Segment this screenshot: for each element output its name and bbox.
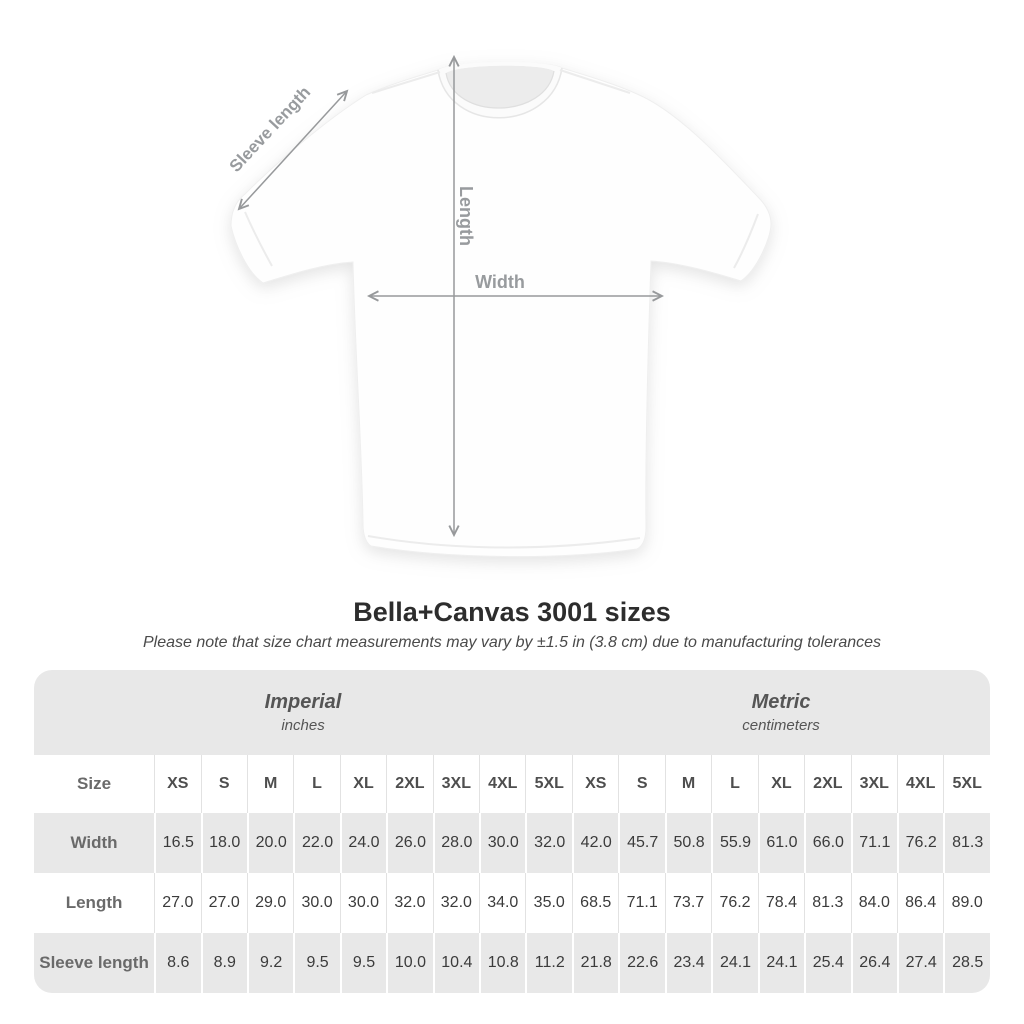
unit-header-row xyxy=(34,670,990,755)
width-label: Width xyxy=(475,272,525,292)
page-subtitle: Please note that size chart measurements may vary by ±1.5 in (3.8 cm) due to manufacturing tolerances xyxy=(142,634,882,651)
measurement-cell: 45.7 xyxy=(618,813,664,873)
metric-header xyxy=(572,670,990,755)
measurement-cell: 32.0 xyxy=(433,873,479,933)
measurement-row xyxy=(34,933,990,993)
size-header-imperial-xs: XS xyxy=(154,755,200,813)
measurement-cell: 32.0 xyxy=(525,813,572,873)
size-header-imperial-xl: XL xyxy=(340,755,386,813)
measurement-cell: 30.0 xyxy=(479,813,525,873)
size-header-metric-s: S xyxy=(618,755,664,813)
metric-subtitle: centimeters xyxy=(742,717,820,734)
measurement-cell: 26.0 xyxy=(386,813,432,873)
measurement-cell: 76.2 xyxy=(897,813,943,873)
measurement-cell: 30.0 xyxy=(340,873,386,933)
measurement-cell: 66.0 xyxy=(804,813,850,873)
measurement-cell: 10.4 xyxy=(433,933,479,993)
page-title: Bella+Canvas 3001 sizes xyxy=(353,597,671,627)
imperial-subtitle: inches xyxy=(281,717,325,734)
measurement-row xyxy=(34,813,990,873)
measurement-cell: 22.0 xyxy=(293,813,339,873)
measurement-cell: 28.5 xyxy=(943,933,990,993)
measurement-cell: 68.5 xyxy=(572,873,618,933)
measurement-cell: 9.5 xyxy=(340,933,386,993)
measurement-cell: 76.2 xyxy=(711,873,757,933)
measurement-cell: 26.4 xyxy=(851,933,897,993)
measurement-cell: 8.9 xyxy=(201,933,247,993)
measurement-cell: 27.0 xyxy=(154,873,200,933)
row-label: Width xyxy=(34,813,154,873)
measurement-cell: 11.2 xyxy=(525,933,572,993)
measurement-cell: 35.0 xyxy=(525,873,572,933)
size-header-metric-3xl: 3XL xyxy=(851,755,897,813)
measurement-cell: 81.3 xyxy=(943,813,990,873)
measurement-cell: 9.5 xyxy=(293,933,339,993)
measurement-cell: 25.4 xyxy=(804,933,850,993)
measurement-cell: 10.8 xyxy=(479,933,525,993)
measurement-cell: 8.6 xyxy=(154,933,200,993)
measurement-cell: 27.0 xyxy=(201,873,247,933)
imperial-header xyxy=(34,670,572,755)
measurement-cell: 32.0 xyxy=(386,873,432,933)
size-header-imperial-4xl: 4XL xyxy=(479,755,525,813)
size-header-metric-xs: XS xyxy=(572,755,618,813)
measurements-body xyxy=(34,813,990,993)
measurement-cell: 23.4 xyxy=(665,933,711,993)
size-header-metric-2xl: 2XL xyxy=(804,755,850,813)
measurement-cell: 42.0 xyxy=(572,813,618,873)
size-chart-table xyxy=(34,670,990,993)
measurement-cell: 50.8 xyxy=(665,813,711,873)
size-header-metric-5xl: 5XL xyxy=(943,755,990,813)
measurement-cell: 71.1 xyxy=(851,813,897,873)
size-header-imperial-s: S xyxy=(201,755,247,813)
measurement-cell: 86.4 xyxy=(897,873,943,933)
size-header-metric-m: M xyxy=(665,755,711,813)
size-corner-label: Size xyxy=(34,755,154,813)
measurement-row xyxy=(34,873,990,933)
measurement-cell: 61.0 xyxy=(758,813,804,873)
row-label: Sleeve length xyxy=(34,933,154,993)
measurement-cell: 30.0 xyxy=(293,873,339,933)
size-header-metric-xl: XL xyxy=(758,755,804,813)
size-header-row xyxy=(34,755,990,813)
metric-title: Metric xyxy=(751,691,811,713)
measurement-cell: 10.0 xyxy=(386,933,432,993)
measurement-cell: 73.7 xyxy=(665,873,711,933)
measurement-cell: 16.5 xyxy=(154,813,200,873)
length-label: Length xyxy=(456,186,476,246)
measurement-cell: 24.1 xyxy=(711,933,757,993)
measurement-cell: 9.2 xyxy=(247,933,293,993)
size-header-metric-4xl: 4XL xyxy=(897,755,943,813)
measurement-cell: 24.0 xyxy=(340,813,386,873)
measurement-cell: 22.6 xyxy=(618,933,664,993)
tshirt-graphic xyxy=(231,62,771,557)
size-header-imperial-3xl: 3XL xyxy=(433,755,479,813)
measurement-cell: 28.0 xyxy=(433,813,479,873)
size-header-imperial-l: L xyxy=(293,755,339,813)
measurement-cell: 78.4 xyxy=(758,873,804,933)
size-header-imperial-5xl: 5XL xyxy=(525,755,572,813)
measurement-cell: 71.1 xyxy=(618,873,664,933)
measurement-cell: 89.0 xyxy=(943,873,990,933)
measurement-cell: 55.9 xyxy=(711,813,757,873)
row-label: Length xyxy=(34,873,154,933)
sleeve-length-label: Sleeve length xyxy=(225,82,315,176)
measurement-cell: 24.1 xyxy=(758,933,804,993)
size-header-imperial-m: M xyxy=(247,755,293,813)
measurement-cell: 84.0 xyxy=(851,873,897,933)
measurement-cell: 27.4 xyxy=(897,933,943,993)
measurement-cell: 20.0 xyxy=(247,813,293,873)
measurement-cell: 34.0 xyxy=(479,873,525,933)
size-header-imperial-2xl: 2XL xyxy=(386,755,432,813)
measurement-cell: 18.0 xyxy=(201,813,247,873)
measurement-cell: 29.0 xyxy=(247,873,293,933)
size-header-metric-l: L xyxy=(711,755,757,813)
measurement-cell: 81.3 xyxy=(804,873,850,933)
imperial-title: Imperial xyxy=(264,691,342,713)
measurement-cell: 21.8 xyxy=(572,933,618,993)
